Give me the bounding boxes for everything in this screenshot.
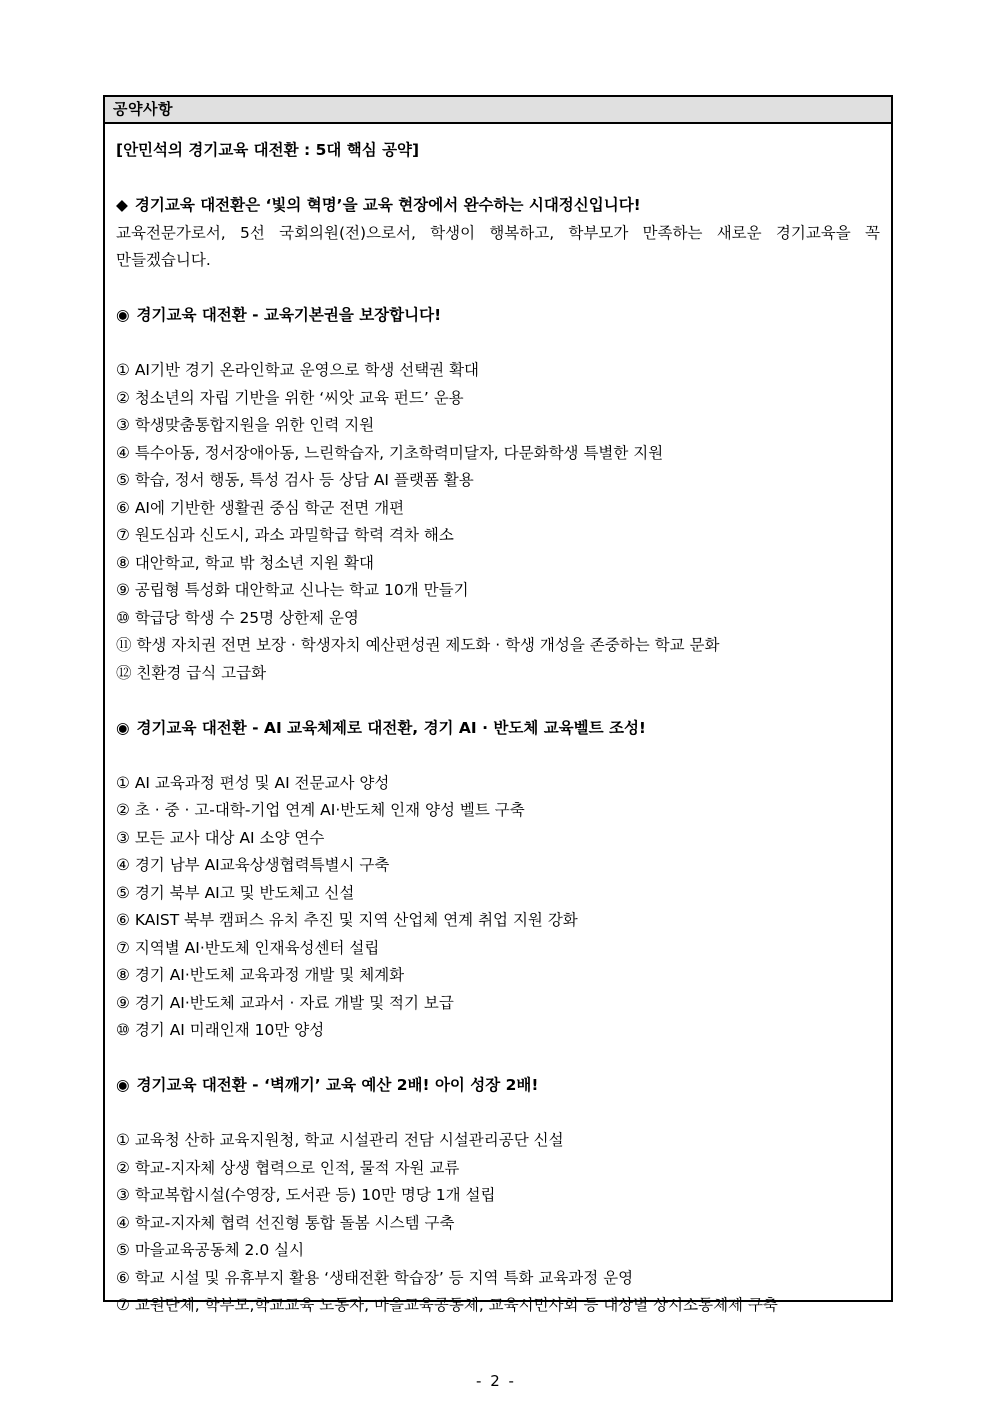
pledge-item: ① AI 교육과정 편성 및 AI 전문교사 양성	[116, 773, 390, 792]
section-heading-1-text: 경기교육 대전환 - 교육기본권을 보장합니다!	[136, 306, 442, 325]
pledge-item: ⑤ 경기 북부 AI고 및 반도체고 신설	[116, 883, 355, 902]
fisheye-bullet-icon: ◉	[116, 718, 130, 737]
blank-line	[116, 275, 880, 303]
blank-line	[116, 687, 880, 715]
section-heading-2-text: 경기교육 대전환 - AI 교육체제로 대전환, 경기 AI · 반도체 교육벨트 조성!	[136, 718, 646, 737]
intro-body: 교육전문가로서, 5선 국회의원(전)으로서, 학생이 행복하고, 학부모가 만족하는 새로운 경기교육을 꼭 만들겠습니다.	[116, 223, 880, 270]
pledge-item: ⑦ 교원단체, 학부모,학교교육 노동자, 마을교육공동체, 교육시민사회 등 대상별 상시소통체제 구축	[116, 1296, 778, 1315]
pledge-item: ① AI기반 경기 온라인학교 운영으로 학생 선택권 확대	[116, 361, 480, 380]
pledge-item: ⑦ 원도심과 신도시, 과소 과밀학급 학력 격차 해소	[116, 526, 454, 545]
diamond-bullet-icon: ◆	[116, 196, 128, 214]
pledge-item: ③ 학생맞춤통합지원을 위한 인력 지원	[116, 416, 375, 435]
section-heading-3	[116, 1072, 880, 1100]
pledge-box-header-label: 공약사항	[113, 100, 173, 118]
page-number: - 2 -	[476, 1372, 516, 1390]
fisheye-bullet-icon: ◉	[116, 306, 130, 325]
intro-headline	[116, 192, 880, 220]
blank-line	[116, 742, 880, 770]
pledge-box-content	[105, 124, 891, 1326]
section-heading-2	[116, 715, 880, 743]
pledge-item: ④ 경기 남부 AI교육상생협력특별시 구축	[116, 856, 390, 875]
pledge-box-header	[105, 97, 891, 124]
pledge-item: ④ 학교-지자체 협력 선진형 통합 돌봄 시스템 구축	[116, 1213, 455, 1232]
pledge-item: ④ 특수아동, 정서장애아동, 느린학습자, 기초학력미달자, 다문화학생 특별한 지원	[116, 443, 664, 462]
pledge-item: ⑦ 지역별 AI·반도체 인재육성센터 설립	[116, 938, 380, 957]
pledge-item: ② 학교-지자체 상생 협력으로 인적, 물적 자원 교류	[116, 1158, 460, 1177]
pledge-item: ⑧ 대안학교, 학교 밖 청소년 지원 확대	[116, 553, 375, 572]
pledge-item: ⑩ 학급당 학생 수 25명 상한제 운영	[116, 608, 359, 627]
pledge-item: ③ 모든 교사 대상 AI 소양 연수	[116, 828, 325, 847]
pledge-item: ⑤ 학습, 정서 행동, 특성 검사 등 상담 AI 플랫폼 활용	[116, 471, 474, 490]
pledge-item: ⑨ 경기 AI·반도체 교과서 · 자료 개발 및 적기 보급	[116, 993, 454, 1012]
blank-line	[116, 330, 880, 358]
blank-line	[116, 1045, 880, 1073]
section-heading-1	[116, 302, 880, 330]
blank-line	[116, 165, 880, 193]
intro-headline-text: 경기교육 대전환은 ‘빛의 혁명’을 교육 현장에서 완수하는 시대정신입니다!	[134, 196, 641, 214]
pledge-item: ⑨ 공립형 특성화 대안학교 신나는 학교 10개 만들기	[116, 581, 469, 600]
pledge-item: ③ 학교복합시설(수영장, 도서관 등) 10만 명당 1개 설립	[116, 1186, 496, 1205]
blank-line	[116, 1100, 880, 1128]
pledge-item: ⑤ 마을교육공동체 2.0 실시	[116, 1241, 305, 1260]
pledge-item: ⑩ 경기 AI 미래인재 10만 양성	[116, 1021, 325, 1040]
pledge-item: ② 청소년의 자립 기반을 위한 ‘씨앗 교육 펀드’ 운용	[116, 388, 464, 407]
pledge-item: ② 초 · 중 · 고-대학-기업 연계 AI·반도체 인재 양성 벨트 구축	[116, 801, 525, 820]
pledge-item: ⑥ KAIST 북부 캠퍼스 유치 추진 및 지역 산업체 연계 취업 지원 강화	[116, 911, 578, 930]
pledge-box	[103, 95, 893, 1315]
pledge-item: ⑧ 경기 AI·반도체 교육과정 개발 및 체계화	[116, 966, 405, 985]
document-title: [안민석의 경기교육 대전환 : 5대 핵심 공약]	[116, 141, 420, 159]
pledge-item: ⑪ 학생 자치권 전면 보장 · 학생자치 예산편성권 제도화 · 학생 개성을 존중하는 학교 문화	[116, 636, 720, 655]
section-heading-3-text: 경기교육 대전환 - ‘벽깨기’ 교육 예산 2배! 아이 성장 2배!	[136, 1076, 539, 1095]
pledge-item: ⑫ 친환경 급식 고급화	[116, 663, 267, 682]
pledge-item: ⑥ 학교 시설 및 유휴부지 활용 ‘생태전환 학습장’ 등 지역 특화 교육과정 운영	[116, 1268, 634, 1287]
fisheye-bullet-icon: ◉	[116, 1076, 130, 1095]
pledge-item: ⑥ AI에 기반한 생활권 중심 학군 전면 개편	[116, 498, 405, 517]
pledge-item: ① 교육청 산하 교육지원청, 학교 시설관리 전담 시설관리공단 신설	[116, 1131, 564, 1150]
